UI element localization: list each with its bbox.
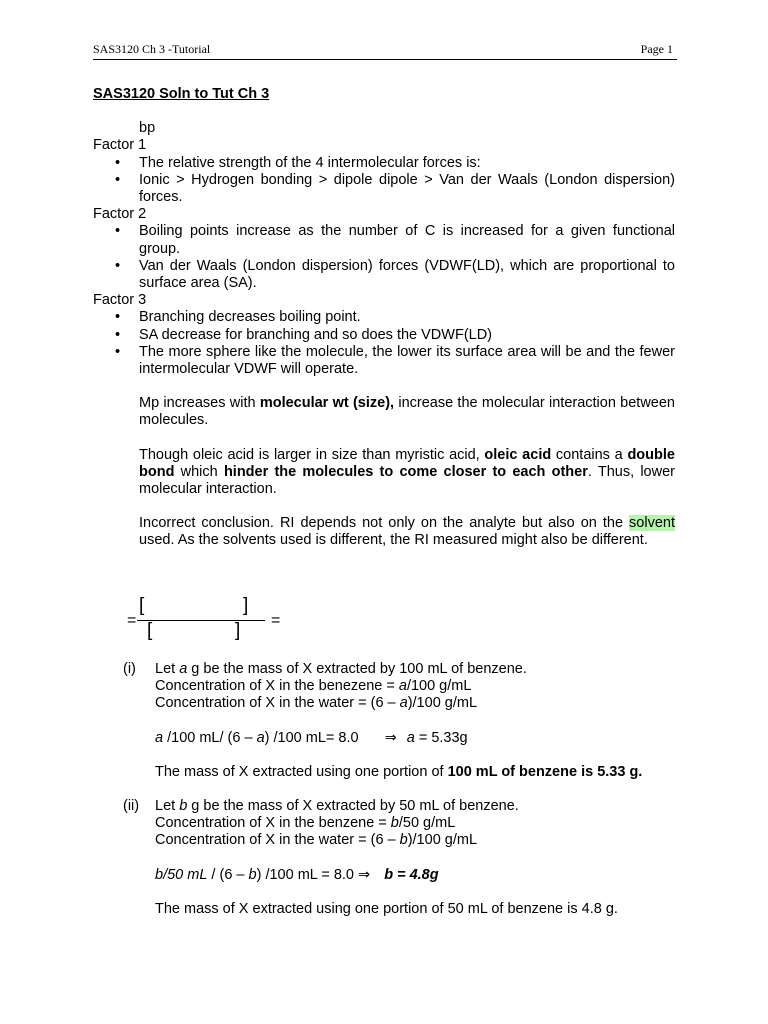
bullet-icon: • [115, 343, 121, 360]
partition-fraction [127, 596, 287, 644]
part-content [155, 798, 683, 918]
header-page-number: Page 1 [640, 42, 673, 56]
list-item [93, 309, 675, 326]
list-item [93, 258, 675, 292]
part-line: Let b g be the mass of X extracted by 50 mL of benzene. [155, 798, 519, 814]
part-line: Concentration of X in the water = (6 – b)/100 g/mL [155, 832, 478, 849]
factor2-label: Factor 2 [93, 206, 147, 223]
list-item [93, 327, 675, 344]
bp-label: bp [139, 120, 156, 137]
part-result: b = 4.8g [384, 866, 439, 883]
part-number: (i) [123, 661, 136, 677]
ri-paragraph: Incorrect conclusion. RI depends not only on the analyte but also on the solvent used. As the solvents used is different, the RI measured might also be different. [139, 515, 675, 549]
factor1-list [93, 155, 675, 207]
part-line: Let a g be the mass of X extracted by 100 mL of benzene. [155, 661, 527, 677]
fraction-bar [137, 620, 265, 621]
oleic-acid-paragraph: Though oleic acid is larger in size than myristic acid, oleic acid contains a double bond which hinder the molecules to come closer to each other. Thus, lower molecular interaction. [139, 446, 675, 498]
bullet-icon: • [115, 326, 121, 343]
factor1-label: Factor 1 [93, 137, 147, 154]
factor3-label: Factor 3 [93, 292, 147, 309]
bullet-icon: • [115, 309, 121, 326]
list-item [93, 155, 675, 172]
list-item-text: SA decrease for branching and so does the VDWF(LD) [139, 326, 493, 343]
part-line: Concentration of X in the water = (6 – a)/100 g/mL [155, 695, 478, 712]
list-item [93, 223, 675, 257]
factor3-list [93, 309, 675, 378]
fraction-equals-left: = [127, 612, 137, 629]
mp-paragraph: Mp increases with molecular wt (size), increase the molecular interaction between molecules. [139, 395, 675, 429]
document-title: SAS3120 Soln to Tut Ch 3 [93, 86, 270, 102]
header-rule [93, 59, 677, 60]
header-course-title: SAS3120 Ch 3 -Tutorial [93, 42, 211, 56]
list-item-text: Ionic > Hydrogen bonding > dipole dipole > Van der Waals (London dispersion) forces. [139, 171, 675, 206]
implies-arrow-icon: ⇒ [384, 729, 397, 746]
denominator-close-bracket: ] [235, 620, 241, 641]
bullet-icon: • [115, 257, 121, 274]
list-item-text: The more sphere like the molecule, the lower its surface area will be and the fewer intermolecular VDWF will operate. [139, 343, 675, 378]
part-conclusion: The mass of X extracted using one portion of 50 mL of benzene is 4.8 g. [155, 900, 618, 917]
fraction-equals-right: = [271, 612, 281, 629]
bullet-icon: • [115, 154, 121, 171]
document-body [93, 86, 675, 550]
numerator-close-bracket: ] [243, 595, 249, 616]
list-item-text: Boiling points increase as the number of C is increased for a given functional group. [139, 223, 675, 257]
numerator-open-bracket: [ [139, 595, 145, 616]
denominator-open-bracket: [ [147, 620, 153, 641]
part-conclusion: The mass of X extracted using one portion of 100 mL of benzene is 5.33 g. [155, 763, 643, 780]
list-item-text: Branching decreases boiling point. [139, 309, 361, 326]
highlighted-word: solvent [629, 515, 675, 532]
bullet-icon: • [115, 171, 121, 188]
implies-arrow-icon: ⇒ [358, 866, 371, 883]
list-item-text: The relative strength of the 4 intermolecular forces is: [139, 154, 481, 171]
part-content [155, 661, 683, 781]
list-item [93, 172, 675, 206]
part-line: Concentration of X in the benezene = a/100 g/mL [155, 678, 472, 695]
list-item-text: Van der Waals (London dispersion) forces (VDWF(LD), which are proportional to surface area (SA). [139, 257, 675, 292]
part-line: Concentration of X in the benzene = b/50 g/mL [155, 815, 456, 832]
part-equation: a /100 mL/ (6 – a) /100 mL= 8.0 ⇒ a = 5.33g [155, 729, 468, 746]
bullet-icon: • [115, 223, 121, 240]
part-number: (ii) [123, 798, 140, 814]
factor2-list [93, 223, 675, 292]
part-equation: b/50 mL / (6 – b) /100 mL = 8.0 ⇒ b = 4.8g [155, 866, 439, 883]
list-item [93, 344, 675, 378]
